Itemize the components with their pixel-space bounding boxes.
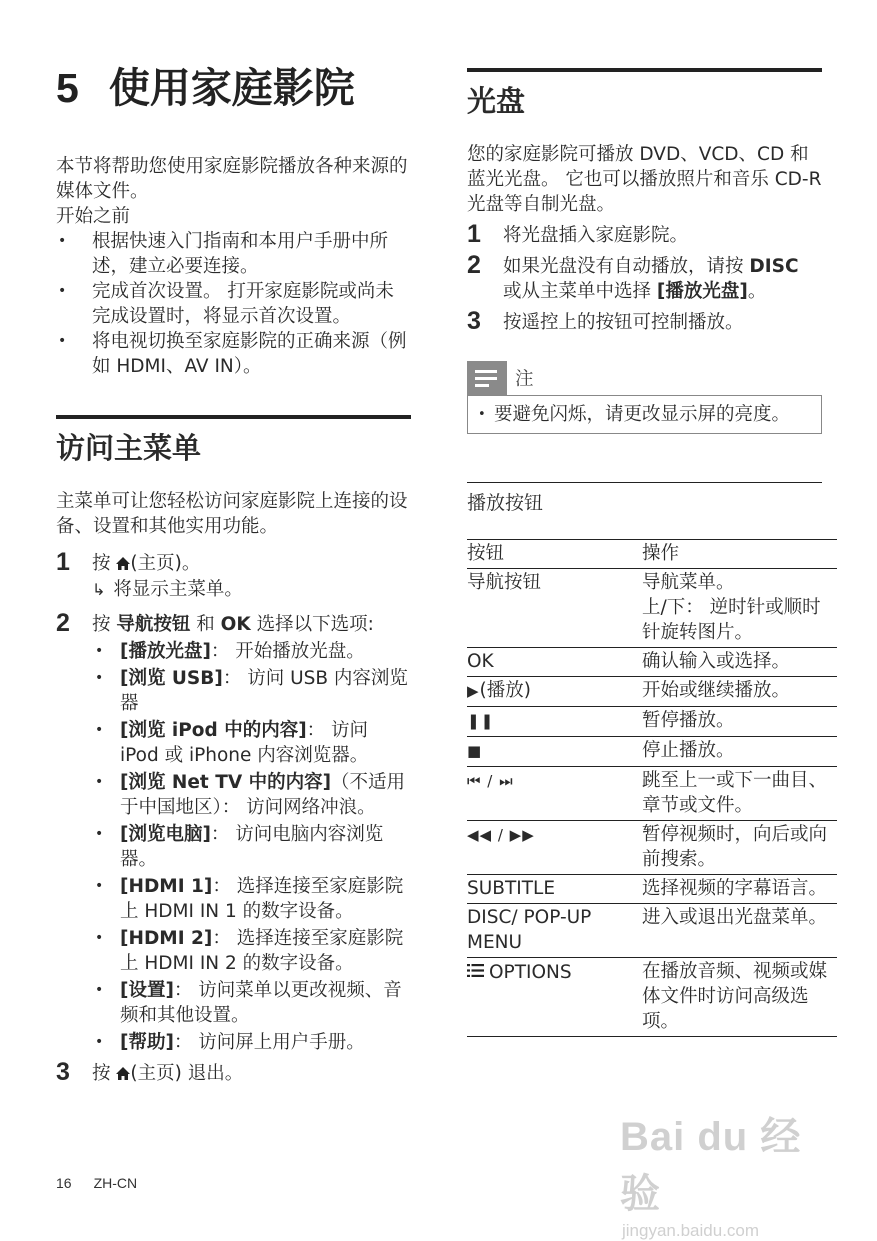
list-item [92,978,411,1028]
step-text [92,612,411,637]
option-key: [帮助] [120,1032,174,1053]
step-3 [56,1058,411,1087]
page-number: 16 [56,1175,72,1191]
table-cell: OK [467,648,642,677]
disc-steps [467,220,822,335]
chapter-number: 5 [56,65,79,111]
step-number: 1 [56,548,70,576]
page-footer [56,1175,137,1191]
table-cell: 导航菜单。 上/下： 逆时针或顺时针旋转图片。 [642,569,837,648]
list-item [92,1030,411,1055]
options-icon [467,959,484,984]
note-box [467,395,822,434]
table-cell: SUBTITLE [467,875,642,904]
step-number: 2 [467,251,481,279]
table-cell: 暂停播放。 [642,707,837,737]
key-label: OPTIONS [489,962,572,983]
table-cell: 在播放音频、视频或媒体文件时访问高级选项。 [642,958,837,1037]
table-header: 操作 [642,540,837,569]
option-desc: ： 访问屏上用户手册。 [173,1032,365,1053]
step-text: 将光盘插入家庭影院。 [503,225,689,246]
note-label: 注 [515,369,534,390]
table-cell: 暂停视频时，向后或向前搜索。 [642,821,837,875]
left-column [56,60,411,1093]
option-key: [浏览电脑] [120,824,211,845]
step-1 [467,220,822,248]
list-item: • 根据快速入门指南和本用户手册中所述，建立必要连接。 [56,229,411,279]
table-row [467,737,837,767]
step-text-pre: 按 [92,1063,117,1084]
home-icon [116,1062,130,1087]
option-desc: ： 访问电脑内容浏览器。 [120,824,384,870]
chapter-title-text: 使用家庭影院 [108,64,355,112]
table-cell: 跳至上一或下一曲目、章节或文件。 [642,767,837,821]
table-cell [467,958,642,1037]
table-cell: 选择视频的字幕语言。 [642,875,837,904]
table-row [467,677,837,707]
language-code: ZH-CN [93,1175,138,1191]
step-text-a: 按 [92,614,117,635]
option-desc: ： 访问 USB 内容浏览器 [120,668,408,714]
list-item [92,926,411,976]
play-buttons-title: 播放按钮 [467,482,822,517]
table-cell: 导航按钮 [467,569,642,648]
result-arrow-icon: ↳ [92,580,106,599]
step-text-a: 如果光盘没有自动播放，请按 [503,256,750,277]
watermark-logo: Bai du 经验 [620,1115,802,1216]
result-text: 将显示主菜单。 [113,579,243,600]
table-cell: DISC/ POP-UP MENU [467,904,642,958]
option-desc: ： 访问菜单以更改视频、音频和其他设置。 [120,980,402,1026]
step-text-b: 导航按钮 [116,614,191,635]
step-number: 3 [467,307,481,335]
table-row [467,958,837,1037]
table-header-row [467,540,837,569]
note-text: • 要避免闪烁，请更改显示屏的亮度。 [478,402,811,427]
table-row [467,569,837,648]
main-menu-desc: 主菜单可让您轻松访问家庭影院上连接的设备、设置和其他实用功能。 [56,491,408,537]
option-key: [设置] [120,980,174,1001]
menu-options-list [92,639,411,1055]
note-header [467,361,822,395]
pause-icon: ❚❚ [467,712,495,730]
note [467,361,822,434]
option-key: [播放光盘] [120,641,211,662]
step-text-key: (主页) [130,1063,182,1084]
option-desc: ： 开始播放光盘。 [210,641,365,662]
play-buttons-table [467,539,837,1037]
main-menu-title: 访问主菜单 [56,415,411,467]
before-heading: 开始之前 [56,206,131,227]
table-row [467,707,837,737]
table-header: 按钮 [467,540,642,569]
table-row [467,875,837,904]
rewind-forward-icon: ◀◀ / ▶▶ [467,826,535,844]
step-result [92,577,411,602]
step-text-c: 或从主菜单中选择 [503,281,657,302]
list-item [92,874,411,924]
table-cell [467,821,642,875]
list-item [92,639,411,664]
option-key: [浏览 Net TV 中的内容] [120,772,332,793]
step-2 [467,251,822,304]
table-cell: 停止播放。 [642,737,837,767]
right-column [467,68,828,1037]
table-cell [467,767,642,821]
table-cell: 开始或继续播放。 [642,677,837,707]
disc-desc: 您的家庭影院可播放 DVD、VCD、CD 和蓝光光盘。 它也可以播放照片和音乐 CD-R 光盘等自制光盘。 [467,144,822,215]
chapter-title [56,60,411,116]
option-key: [HDMI 1] [120,876,213,897]
step-text-key: (主页)。 [130,553,201,574]
option-desc: （不适用于中国地区）： 访问网络冲浪。 [120,772,406,818]
option-key: [HDMI 2] [120,928,213,949]
baidu-watermark [620,1105,830,1240]
step-text [92,1061,411,1087]
before-list [56,229,411,379]
list-item [92,822,411,872]
table-cell [467,677,642,707]
play-icon: ▶ [467,682,480,700]
key-label: (播放) [479,680,531,701]
home-icon [116,552,130,577]
stop-icon: ■ [467,742,483,760]
disc-title: 光盘 [467,68,822,120]
main-menu-steps [56,548,411,1087]
step-text: 按遥控上的按钮可控制播放。 [503,312,744,333]
step-number: 1 [467,220,481,248]
option-desc: ： 选择连接至家庭影院上 HDMI IN 2 的数字设备。 [120,928,404,974]
option-desc: ： 访问 iPod 或 iPhone 内容浏览器。 [120,720,369,766]
skip-previous-next-icon: ⏮ / ⏭ [467,772,514,790]
table-cell [467,707,642,737]
intro-text: 本节将帮助您使用家庭影院播放各种来源的媒体文件。 [56,156,408,202]
step-text-d: OK [220,614,251,635]
option-key: [浏览 USB] [120,668,223,689]
table-row [467,904,837,958]
step-text-d: [播放光盘] [656,281,748,302]
option-desc: ： 选择连接至家庭影院上 HDMI IN 1 的数字设备。 [120,876,404,922]
step-3 [467,307,822,335]
table-row [467,767,837,821]
note-icon [467,361,507,395]
list-item: • 完成首次设置。 打开家庭影院或尚未完成设置时，将显示首次设置。 [56,279,411,329]
step-number: 3 [56,1058,70,1086]
step-text-e: 选择以下选项: [250,614,374,635]
step-1 [56,548,411,602]
table-row [467,648,837,677]
table-cell [467,737,642,767]
list-item: • 将电视切换至家庭影院的正确来源（例如 HDMI、AV IN）。 [56,329,411,379]
list-item [92,770,411,820]
step-text-post: 退出。 [181,1063,244,1084]
step-text-pre: 按 [92,553,117,574]
step-text [92,551,411,577]
list-item [92,718,411,768]
step-text-e: 。 [747,281,767,302]
option-key: [浏览 iPod 中的内容] [120,720,307,741]
list-item [92,666,411,716]
step-text-b: DISC [749,256,799,277]
watermark-url: jingyan.baidu.com [622,1221,760,1240]
step-text [503,254,822,304]
table-cell: 进入或退出光盘菜单。 [642,904,837,958]
step-number: 2 [56,609,70,637]
table-row [467,821,837,875]
table-cell: 确认输入或选择。 [642,648,837,677]
step-text-c: 和 [190,614,221,635]
step-2 [56,609,411,1055]
